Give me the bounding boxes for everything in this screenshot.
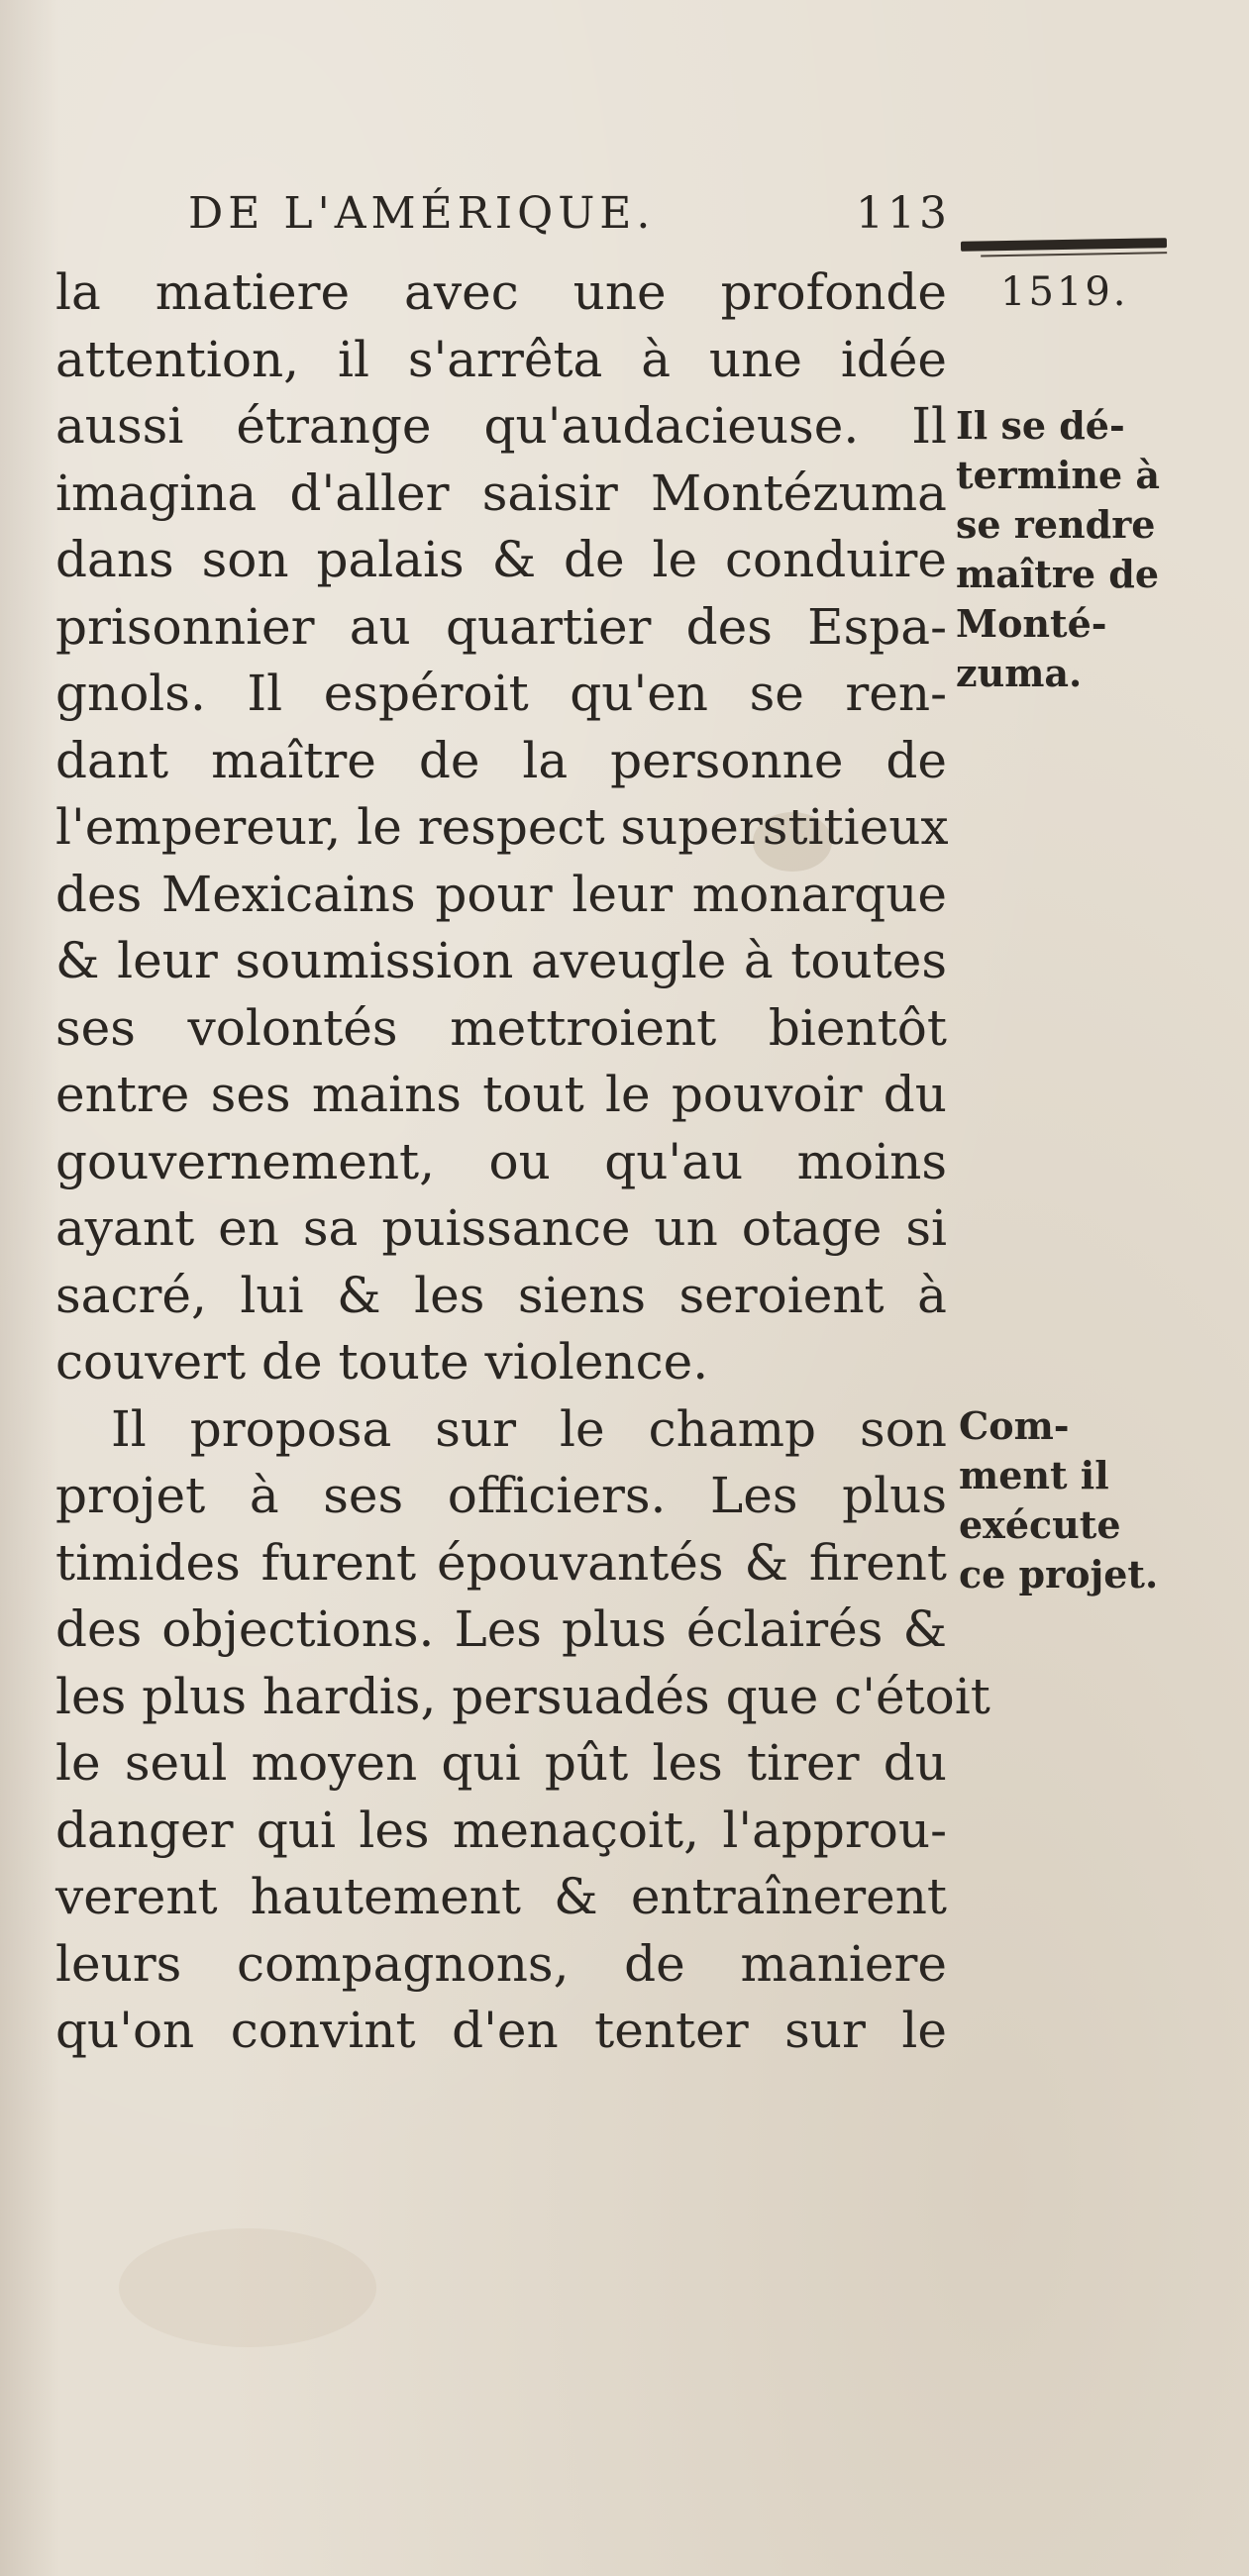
margin-note-line: zuma.: [956, 651, 1083, 695]
text-line: verent hautement & entraînerent: [55, 1868, 947, 1925]
text-line: Il proposa sur le champ son: [111, 1399, 947, 1458]
text-line: leurs compagnons, de maniere: [55, 1934, 947, 1993]
text-line: aussi étrange qu'audacieuse. Il: [55, 397, 947, 455]
text-line: danger qui les menaçoit, l'approu-: [55, 1801, 947, 1859]
margin-note-line: ce projet.: [959, 1552, 1159, 1597]
margin-note-line: exécute: [959, 1502, 1121, 1547]
text-line: prisonnier au quartier des Espa-: [55, 597, 947, 656]
text-line: sacré, lui & les siens seroient à: [55, 1266, 947, 1324]
page-number: 113: [856, 188, 951, 239]
header-rule: [961, 238, 1167, 252]
page-header: [188, 180, 951, 250]
text-line: & leur soumission aveugle à toutes: [55, 932, 947, 989]
margin-note-2: [959, 1401, 1158, 1599]
text-line: attention, il s'arrêta à une idée: [55, 330, 947, 388]
margin-year: [1000, 267, 1129, 317]
text-line: dans son palais & de le conduire: [55, 531, 947, 588]
margin-note-line: maître de: [956, 552, 1159, 596]
margin-note-1: [956, 401, 1160, 698]
text-line: ayant en sa puissance un otage si: [55, 1199, 947, 1257]
text-line: timides furent épouvantés & firent: [55, 1533, 947, 1592]
text-line: les plus hardis, persuadés que c'étoit: [55, 1667, 990, 1725]
text-line: gouvernement, ou qu'au moins: [55, 1132, 947, 1190]
text-line: ses volontés mettroient bientôt: [55, 998, 947, 1057]
body-text: [55, 259, 990, 2065]
margin-year-text: 1519.: [1000, 269, 1129, 315]
text-line: couvert de toute violence.: [55, 1333, 709, 1391]
margin-note-line: Com-: [959, 1403, 1070, 1448]
margin-note-line: ment il: [959, 1453, 1109, 1497]
text-line: la matiere avec une profonde: [55, 263, 947, 321]
margin-note-line: se rendre: [956, 502, 1156, 547]
margin-note-line: termine à: [956, 453, 1161, 497]
paper-stain: [119, 2228, 376, 2347]
text-line: le seul moyen qui pût les tirer du: [55, 1734, 947, 1792]
running-title: DE L'AMÉRIQUE.: [188, 188, 656, 239]
text-line: dant maître de la personne de: [55, 731, 947, 789]
text-line: projet à ses officiers. Les plus: [55, 1467, 947, 1524]
text-line: des objections. Les plus éclairés &: [55, 1600, 947, 1658]
text-line: l'empereur, le respect superstitieux: [55, 798, 949, 856]
margin-note-line: Il se dé-: [956, 403, 1125, 448]
margin-note-line: Monté-: [956, 601, 1107, 646]
text-line: entre ses mains tout le pouvoir du: [55, 1066, 947, 1123]
text-line: qu'on convint d'en tenter sur le: [55, 2002, 947, 2059]
text-line: gnols. Il espéroit qu'en se ren-: [55, 665, 947, 722]
text-line: des Mexicains pour leur monarque: [55, 865, 947, 923]
text-line: imagina d'aller saisir Montézuma: [55, 464, 947, 522]
